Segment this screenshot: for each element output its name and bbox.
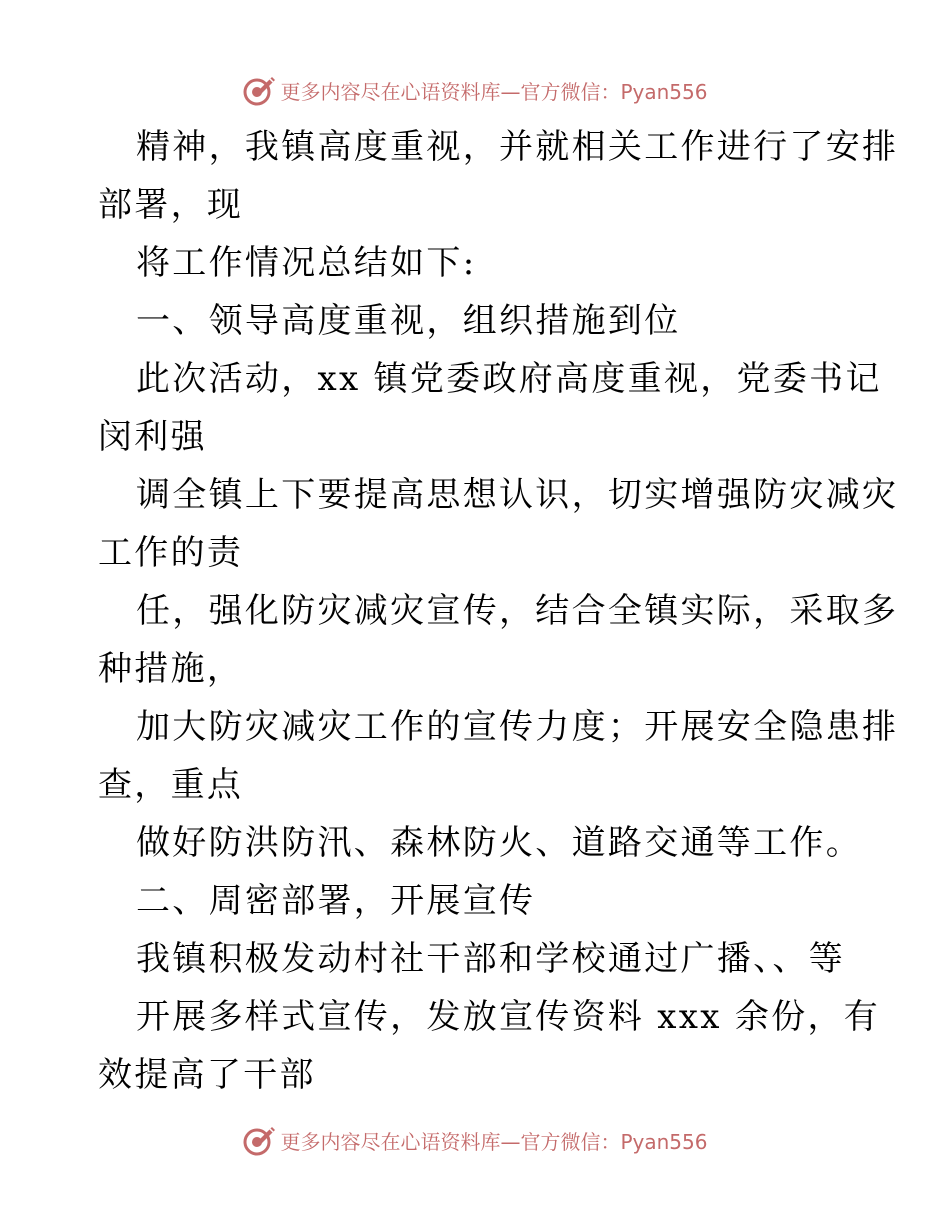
text-line: 工作的责 [98,533,244,573]
text-line: 此次活动，xx 镇党委政府高度重视，党委书记 [136,359,882,399]
text-line: 部署，现 [98,185,244,225]
watermark-text: 更多内容尽在心语资料库—官方微信：Pyan556 [280,1129,708,1154]
text-line: 效提高了干部 [98,1055,316,1095]
text-line: 将工作情况总结如下: [136,243,477,283]
text-line: 做好防洪防汛、森林防火、道路交通等工作。 [136,823,862,863]
watermark-text: 更多内容尽在心语资料库—官方微信：Pyan556 [280,79,708,104]
text-line: 一、领导高度重视，组织措施到位 [136,301,681,341]
pen-logo-icon [242,1123,276,1157]
text-line: 精神，我镇高度重视，并就相关工作进行了安排 [136,127,899,167]
footer-watermark [0,1120,950,1160]
text-line: 闵利强 [98,417,207,457]
text-line: 加大防灾减灾工作的宣传力度；开展安全隐患排 [136,707,899,747]
text-line: 开展多样式宣传，发放宣传资料 xxx 余份，有 [136,997,881,1037]
header-watermark [0,70,950,110]
text-line: 调全镇上下要提高思想认识，切实增强防灾减灾 [136,475,899,515]
text-line: 二、周密部署，开展宣传 [136,881,536,921]
text-line: 任，强化防灾减灾宣传，结合全镇实际，采取多 [136,591,899,631]
text-line: 种措施， [98,649,244,689]
text-line: 我镇积极发动村社干部和学校通过广播、、等 [136,939,845,979]
pen-logo-icon [242,73,276,107]
text-line: 查，重点 [98,765,244,805]
document-body [98,118,899,1104]
